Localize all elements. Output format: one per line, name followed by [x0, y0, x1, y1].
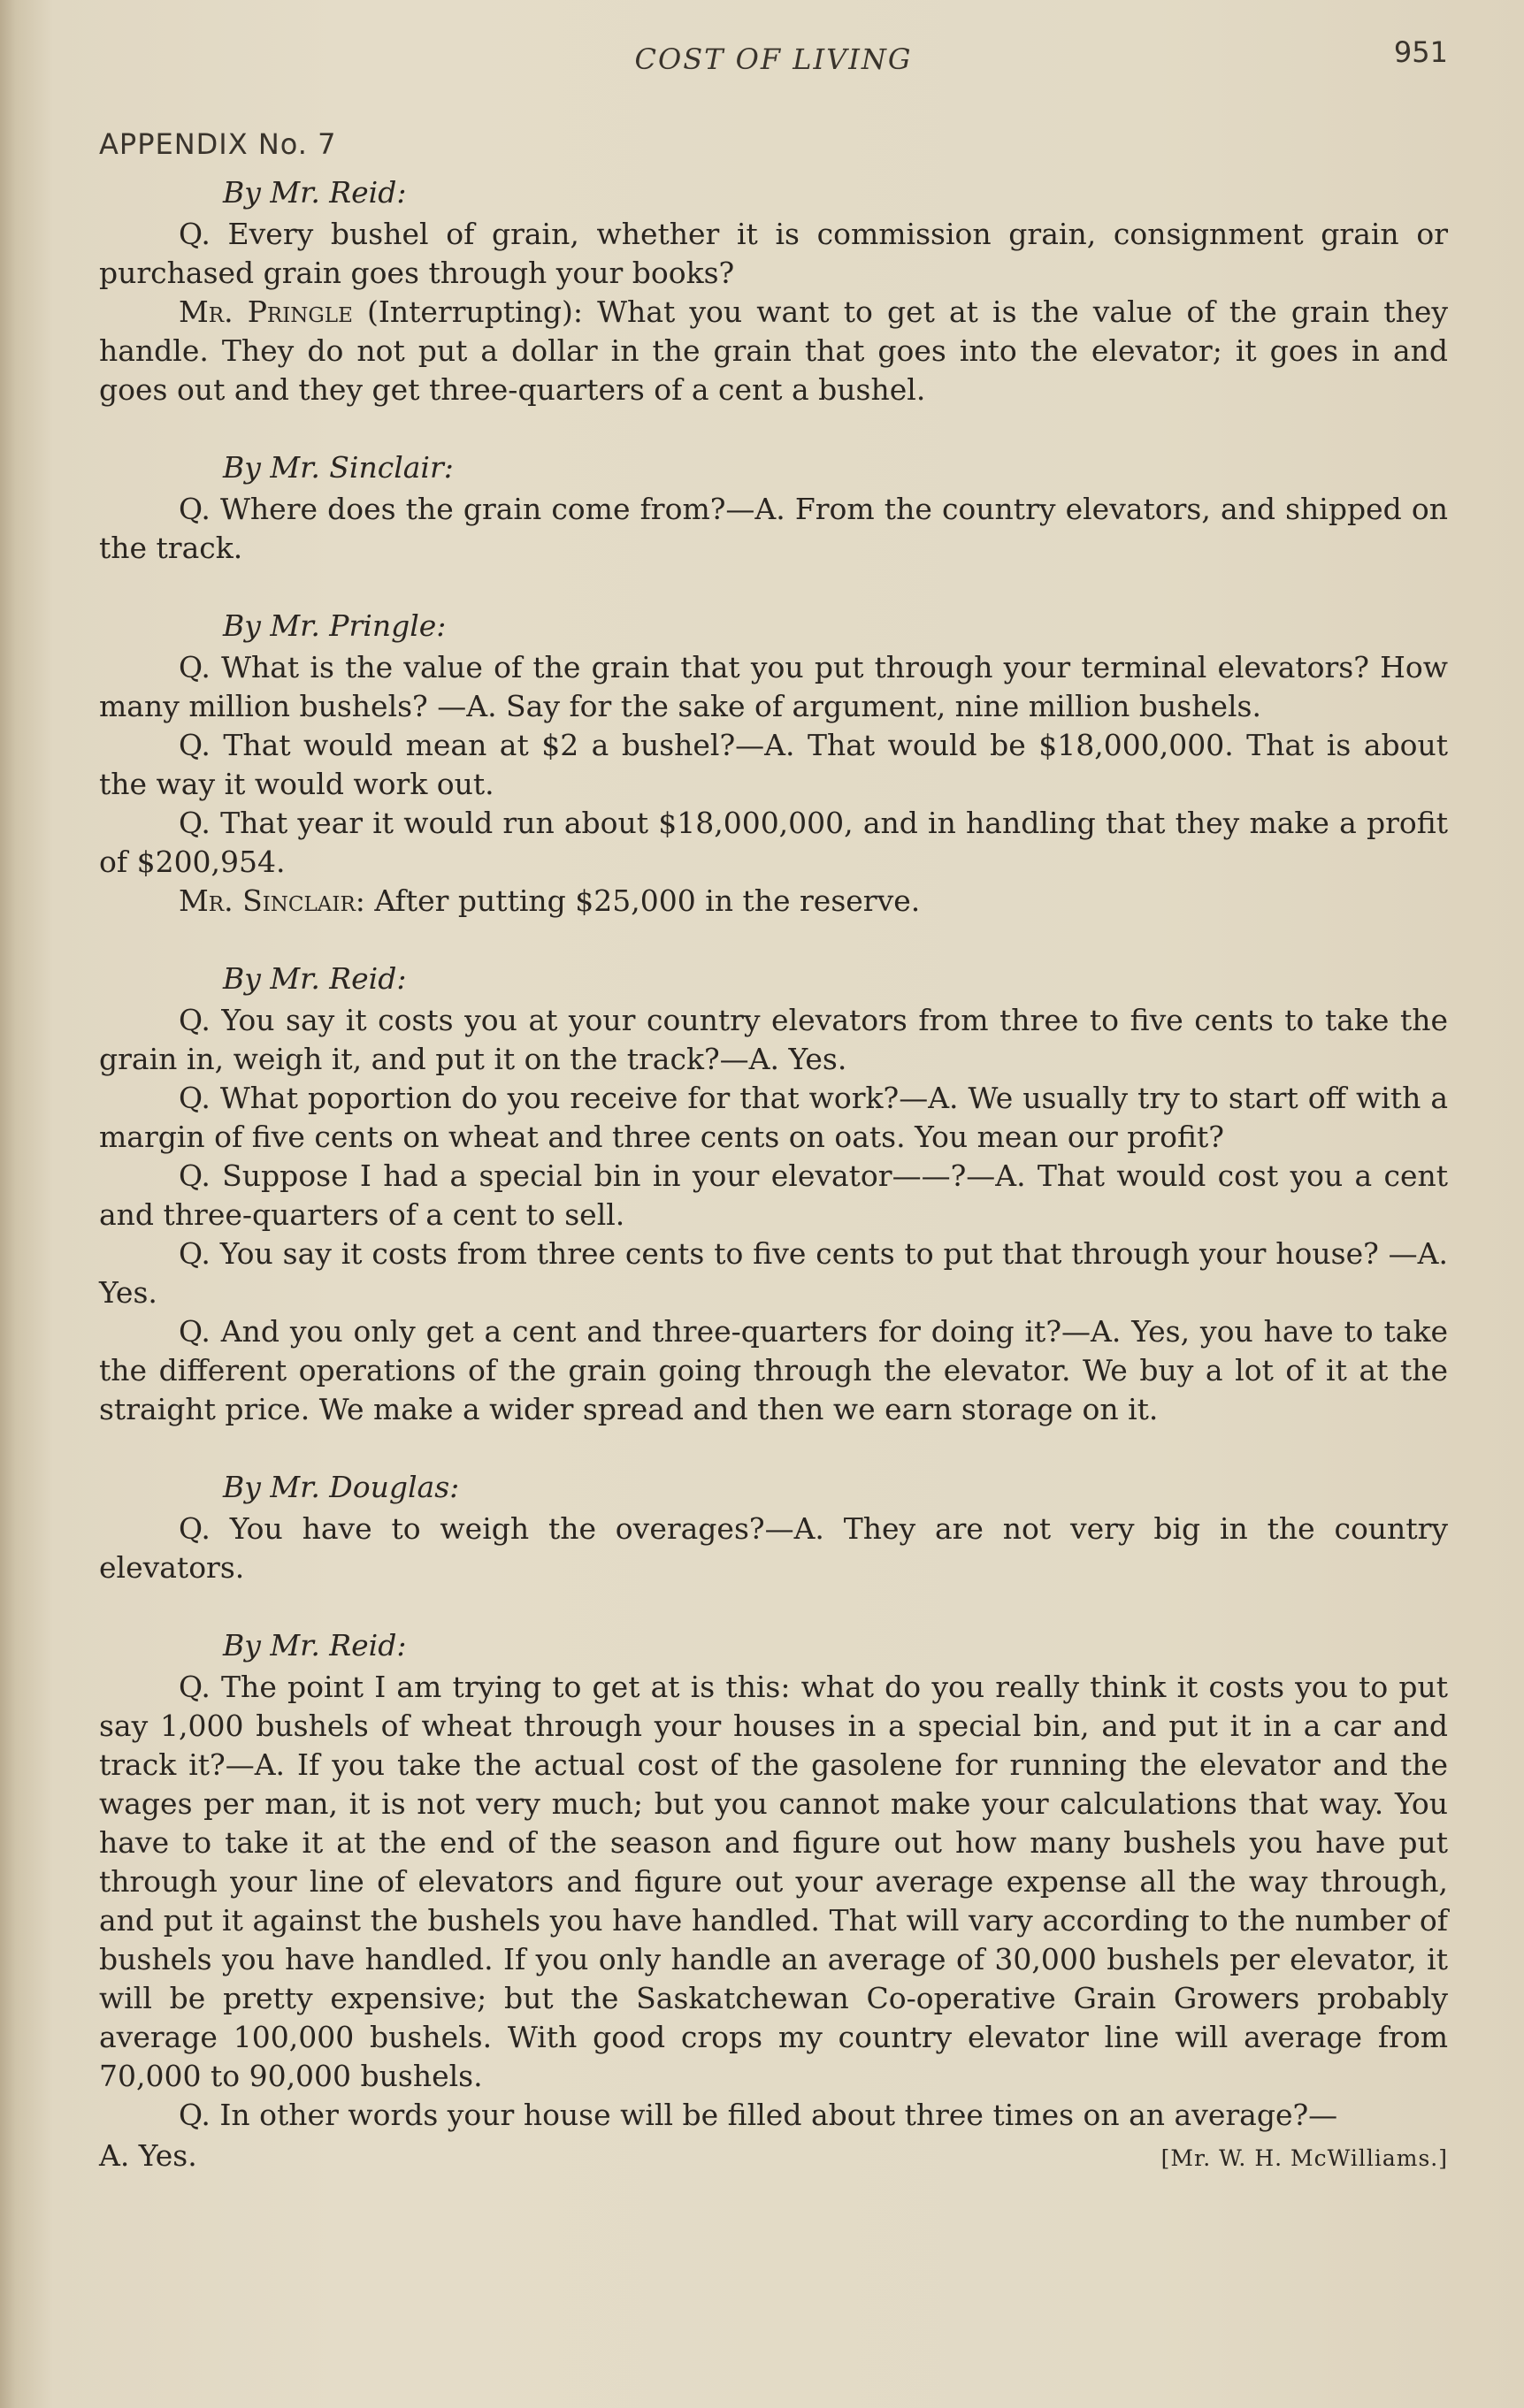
- testimony-paragraph: [99, 2096, 1448, 2135]
- page-number: 951: [1393, 35, 1448, 69]
- testimony-paragraph: [99, 1079, 1448, 1157]
- testimony-paragraph: [99, 1312, 1448, 1429]
- testimony-paragraph: [99, 1235, 1448, 1312]
- paragraph-text: Q. In other words your house will be filled about three times on an average?—: [179, 2098, 1338, 2132]
- examiner-heading: By Mr. Douglas:: [223, 1470, 460, 1504]
- testimony-paragraph: [99, 726, 1448, 804]
- speaker-name: Mr. Pringle: [179, 294, 353, 329]
- running-title: COST OF LIVING: [634, 42, 913, 76]
- paragraph-text: Q. Suppose I had a special bin in your elevator——?—A. That would cost you a cent and three-quarters of a cent to sell.: [99, 1158, 1448, 1232]
- paragraph-text: Q. You have to weigh the overages?—A. They are not very big in the country elevators.: [99, 1511, 1448, 1585]
- page-content: [99, 35, 1448, 2177]
- final-answer: A. Yes.: [99, 2138, 197, 2173]
- examiner-heading: By Mr. Reid:: [223, 175, 407, 210]
- examiner-heading: By Mr. Reid:: [223, 1628, 407, 1663]
- examiner-heading: By Mr. Reid:: [223, 961, 407, 996]
- testimony-paragraph: [99, 1510, 1448, 1587]
- speaker-name: Mr. Sinclair: [179, 883, 356, 918]
- paragraph-text: Q. You say it costs from three cents to five cents to put that through your house? —A. Yes.: [99, 1236, 1448, 1310]
- testimony-paragraph: [99, 1001, 1448, 1079]
- witness-attribution: [Mr. W. H. McWilliams.]: [1160, 2145, 1448, 2171]
- appendix-label: APPENDIX No. 7: [99, 127, 337, 161]
- testimony-paragraph: [99, 1668, 1448, 2096]
- paragraph-text: Q. You say it costs you at your country elevators from three to five cents to take the grain in, weigh it, and put it on the track?—A. Yes.: [99, 1003, 1448, 1076]
- paragraph-text: Q. The point I am trying to get at is this: what do you really think it costs you to put say 1,000 bushels of wheat through your houses in a special bin, and put it in a car and track it?—A. If you take the actual cost of the gasolene for running the elevator and the wages per man, it is not very much; but you cannot make your calculations that way. You have to take it at the end of the season and figure out how many bushels you have put through your line of elevators and figure out your average expense all the way through, and put it against the bushels you have handled. That will vary according to the number of bushels you have handled. If you only handle an average of 30,000 bushels per elevator, it will be pretty expensive; but the Saskatchewan Co-operative Grain Growers probably average 100,000 bushels. With good crops my country elevator line will average from 70,000 to 90,000 bushels.: [99, 1670, 1448, 2093]
- testimony-paragraph: [99, 215, 1448, 293]
- testimony-paragraph: [99, 882, 1448, 921]
- paragraph-text: Q. And you only get a cent and three-quarters for doing it?—A. Yes, you have to take the different operations of the grain going through the elevator. We buy a lot of it at the straight price. We make a wider spread and then we earn storage on it.: [99, 1314, 1448, 1426]
- running-head: [99, 35, 1448, 88]
- testimony-paragraph: [99, 804, 1448, 882]
- examiner-heading: By Mr. Pringle:: [223, 608, 447, 643]
- testimony-paragraph: [99, 293, 1448, 409]
- footer-line: [99, 2138, 1448, 2177]
- testimony-paragraph: [99, 490, 1448, 568]
- paragraph-text: Q. That would mean at $2 a bushel?—A. That would be $18,000,000. That is about the way it would work out.: [99, 728, 1448, 801]
- testimony-paragraph: [99, 1157, 1448, 1235]
- paragraph-text: : After putting $25,000 in the reserve.: [355, 883, 921, 918]
- paragraph-text: Q. Where does the grain come from?—A. From the country elevators, and shipped on the track.: [99, 492, 1448, 565]
- testimony-body: [99, 175, 1448, 2135]
- paragraph-text: Q. That year it would run about $18,000,000, and in handling that they make a profit of $200,954.: [99, 806, 1448, 879]
- examiner-heading: By Mr. Sinclair:: [223, 450, 454, 485]
- paragraph-text: Q. What is the value of the grain that you put through your terminal elevators? How many million bushels? —A. Say for the sake of argument, nine million bushels.: [99, 650, 1448, 723]
- paragraph-text: (Interrupting): What you want to get at is the value of the grain they handle. They do not put a dollar in the grain that goes into the elevator; it goes in and goes out and they get three-quarters of a cent a bushel.: [99, 294, 1448, 407]
- paragraph-text: Q. What poportion do you receive for that work?—A. We usually try to start off with a margin of five cents on wheat and three cents on oats. You mean our profit?: [99, 1081, 1448, 1154]
- paragraph-text: Q. Every bushel of grain, whether it is commission grain, consignment grain or purchased grain goes through your books?: [99, 217, 1448, 290]
- testimony-paragraph: [99, 648, 1448, 726]
